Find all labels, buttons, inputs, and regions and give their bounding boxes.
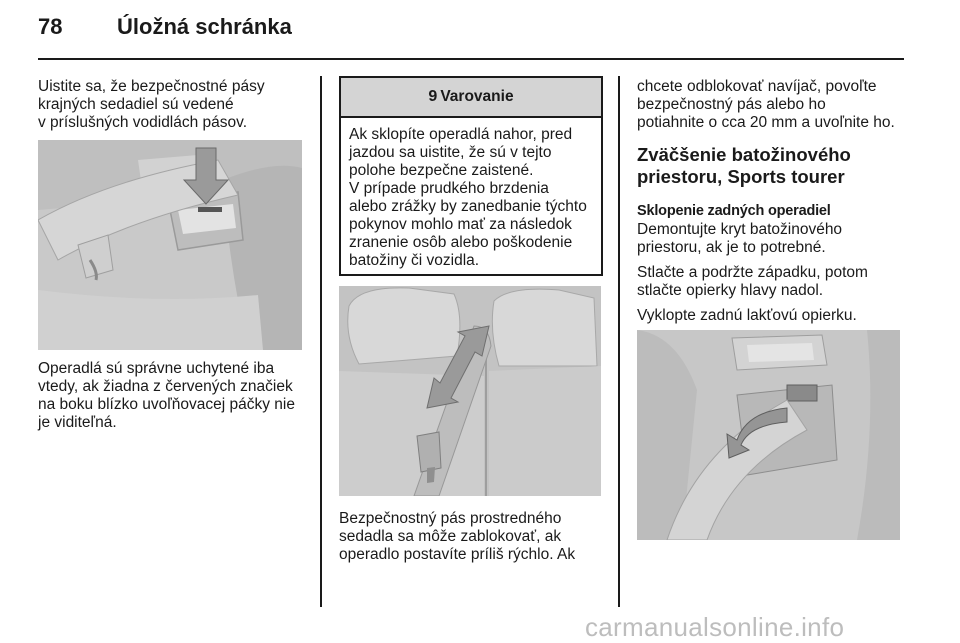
warning-line: Ak sklopíte operadlá nahor, pred (349, 126, 573, 143)
middle-seatbelt-illustration (339, 286, 601, 496)
subheading: Sklopenie zadných operadiel (637, 203, 831, 219)
text-line: Bezpečnostný pás prostredného (339, 510, 562, 527)
left-caption (38, 360, 313, 432)
text-line: vtedy, ak žiadna z červených značiek (38, 378, 293, 395)
section-heading-line: Zväčšenie batožinového (637, 144, 851, 165)
warning-line: jazdou sa uistite, že sú v tejto (349, 144, 552, 161)
warning-body (341, 118, 601, 270)
warning-line: alebo zrážky by zanedbanie týchto (349, 198, 587, 215)
warning-title: Varovanie (440, 88, 514, 105)
text-line: sedadla sa môže zablokovať, ak (339, 528, 562, 545)
page-number: 78 (38, 14, 63, 39)
warning-line: polohe bezpečne zaistené. (349, 162, 534, 179)
warning-line: pokynov mohlo mať za následok (349, 216, 572, 233)
section-heading (637, 144, 922, 188)
middle-caption (339, 510, 611, 564)
armrest-illustration (637, 330, 900, 540)
warning-icon: 9 (428, 88, 438, 105)
text-line: Vyklopte zadnú lakťovú opierku. (637, 307, 857, 324)
page-title: Úložná schránka (117, 14, 292, 39)
header-rule (38, 58, 904, 60)
text-line: operadlo postavíte príliš rýchlo. Ak (339, 546, 576, 563)
column-divider-2 (618, 76, 620, 607)
watermark: carmanualsonline.info (585, 612, 845, 642)
text-line: bezpečnostný pás alebo ho (637, 96, 826, 113)
right-column (637, 78, 922, 325)
warning-line: batožiny či vozidla. (349, 252, 480, 269)
warning-line: V prípade prudkého brzdenia (349, 180, 549, 197)
text-line: Stlačte a podržte západku, potom (637, 264, 868, 281)
text-line: Demontujte kryt batožinového (637, 221, 843, 238)
seatbelt-guide-illustration (38, 140, 302, 350)
warning-box (339, 76, 603, 276)
column-divider-1 (320, 76, 322, 607)
warning-line: zranenie osôb alebo poškodenie (349, 234, 573, 251)
text-line: chcete odblokovať navíjač, povoľte (637, 78, 877, 95)
text-line: potiahnite o cca 20 mm a uvoľnite ho. (637, 114, 895, 131)
text-line: priestoru, ak je to potrebné. (637, 239, 826, 256)
left-intro (38, 78, 313, 132)
text-line: stlačte opierky hlavy nadol. (637, 282, 824, 299)
section-heading-line: priestoru, Sports tourer (637, 166, 845, 187)
text-line: je viditeľná. (38, 414, 117, 431)
warning-header (341, 78, 601, 118)
text-line: na boku blízko uvoľňovacej páčky nie (38, 396, 295, 413)
text-line: krajných sedadiel sú vedené (38, 96, 234, 113)
page-header (0, 0, 960, 60)
text-line: Operadlá sú správne uchytené iba (38, 360, 275, 377)
text-line: Uistite sa, že bezpečnostné pásy (38, 78, 265, 95)
text-line: v príslušných vodidlách pásov. (38, 114, 248, 131)
